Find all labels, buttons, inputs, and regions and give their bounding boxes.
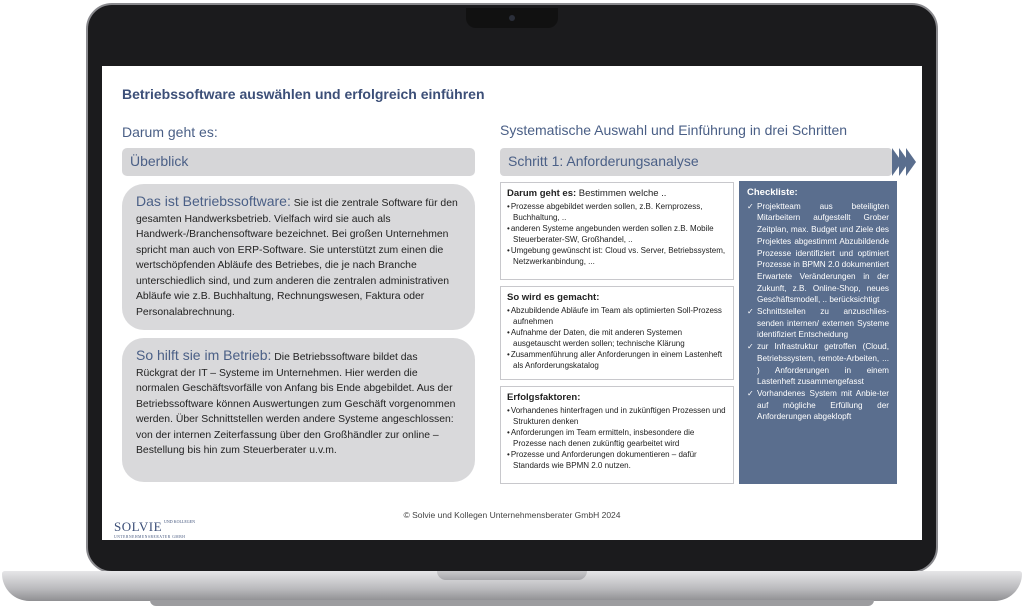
checklist-title: Checkliste: <box>747 187 798 198</box>
laptop-base-notch <box>437 571 587 580</box>
list-item: • Vorhandenes hinterfragen und in zukünftigen Prozessen und Strukturen denken <box>507 405 727 427</box>
card-purpose <box>500 182 734 280</box>
laptop-base-foot <box>150 600 874 606</box>
card-success-title: Erfolgsfaktoren: <box>507 392 581 403</box>
list-item: • Prozesse und Anforderungen dokumentieren – dafür Standards wie BPMN 2.0 nutzen. <box>507 449 727 471</box>
definition-bubble <box>122 184 475 330</box>
company-logo: SOLVIE UND KOLLEGEN UNTERNEHMENSBERATER GMBH <box>114 519 196 539</box>
overview-bar: Überblick <box>122 148 475 176</box>
list-item: • Aufnahme der Daten, die mit anderen Systemen ausgetauscht werden sollen; technische Klärung <box>507 327 727 349</box>
step-bar: Schritt 1: Anforderungsanalyse <box>500 148 892 176</box>
definition-text: Sie ist die zentrale Software für den gesamten Handwerksbetrieb. Vielfach wird sie auch als Handwerk-/Branchensoftware bezeichnet. Bei großen Unternehmen spricht man auch von ERP-Software. Sie unterstützt zum einen die wertschöpfenden Abläufe des Betriebes, die je nach Branche unterschiedlich sind, und zum anderen die zentralen administrativen Abläufe wie z.B. Buchhaltung, Rechnungswesen, Faktura oder Personalabrechnung. <box>136 198 458 318</box>
card-purpose-title: Darum geht es: Bestimmen welche .. <box>507 188 667 199</box>
benefit-bubble <box>122 338 475 482</box>
left-heading: Darum geht es: <box>122 124 218 140</box>
benefit-lead: So hilft sie im Betrieb: <box>136 347 272 363</box>
copyright-footer: © Solvie und Kollegen Unternehmensberater GmbH 2024 <box>403 510 621 520</box>
card-method <box>500 286 734 380</box>
definition-lead: Das ist Betriebssoftware: <box>136 193 291 209</box>
camera-icon <box>509 15 515 21</box>
list-item: • anderen Systeme angebunden werden sollen z.B. Mobile Steuerberater-SW, Großhandel, .. <box>507 223 727 245</box>
slide-title: Betriebssoftware auswählen und erfolgreich einführen <box>122 86 485 102</box>
list-item: • Umgebung gewünscht ist: Cloud vs. Server, Betriebssystem, Netzwerkanbindung, ... <box>507 245 727 267</box>
card-method-title: So wird es gemacht: <box>507 292 600 303</box>
checklist-item: ✓ zur Infrastruktur getroffen (Cloud, Betriebssystem, remote-Arbeiten, ... ) Anforderungen in einem Lastenheft zusammengefasst <box>747 341 889 388</box>
chevron-right-icon <box>906 148 916 176</box>
checklist-panel <box>739 181 897 484</box>
checklist-item: ✓ Vorhandenes System mit Anbie-ter auf mögliche Erfüllung der Anforderungen abgeklopft <box>747 388 889 423</box>
list-item: • Zusammenführung aller Anforderungen in einem Lastenheft als Anforderungskatalog <box>507 349 727 371</box>
list-item: • Abzubildende Abläufe im Team als optimierten Soll-Prozess aufnehmen <box>507 305 727 327</box>
checklist-item: ✓ Schnittstellen zu anzuschlies-senden internen/ externen Systeme identifiziert Entscheidung <box>747 306 889 341</box>
benefit-text: Die Betriebssoftware bildet das Rückgrat der IT – Systeme im Unternehmen. Hier werden die normalen Geschäftsvorfälle von Anfang bis Ende abgebildet. Aus der Betriebssoftware können Auswertungen zum Geschäft vorgenommen werden. Über Schnittstellen werden andere Systeme angeschlossen: von der internen Zeiterfassung über den Großhändler zur online – Bestellung bis hin zum Steuerberater u.v.m. <box>136 352 456 456</box>
list-item: • Anforderungen im Team ermitteln, insbesondere die Prozesse nach denen zukünftig gearbeitet wird <box>507 427 727 449</box>
list-item: • Prozesse abgebildet werden sollen, z.B. Kernprozess, Buchhaltung, .. <box>507 201 727 223</box>
laptop-screen <box>102 66 922 540</box>
checklist-item: ✓ Projektteam aus beteiligten Mitarbeitern aufgestellt Grober Zeitplan, max. Budget und Ziele des Projektes abgestimmt Abzubildende Prozesse identifiziert und optimiert Prozesse in BPMN 2.0 dokumentiert Erwartete Veränderungen in der Zukunft, z.B. Online-Shop, neues Geschäftsmodell, .. berücksichtigt <box>747 201 889 306</box>
right-heading: Systematische Auswahl und Einführung in drei Schritten <box>500 122 848 138</box>
card-success-factors <box>500 386 734 484</box>
